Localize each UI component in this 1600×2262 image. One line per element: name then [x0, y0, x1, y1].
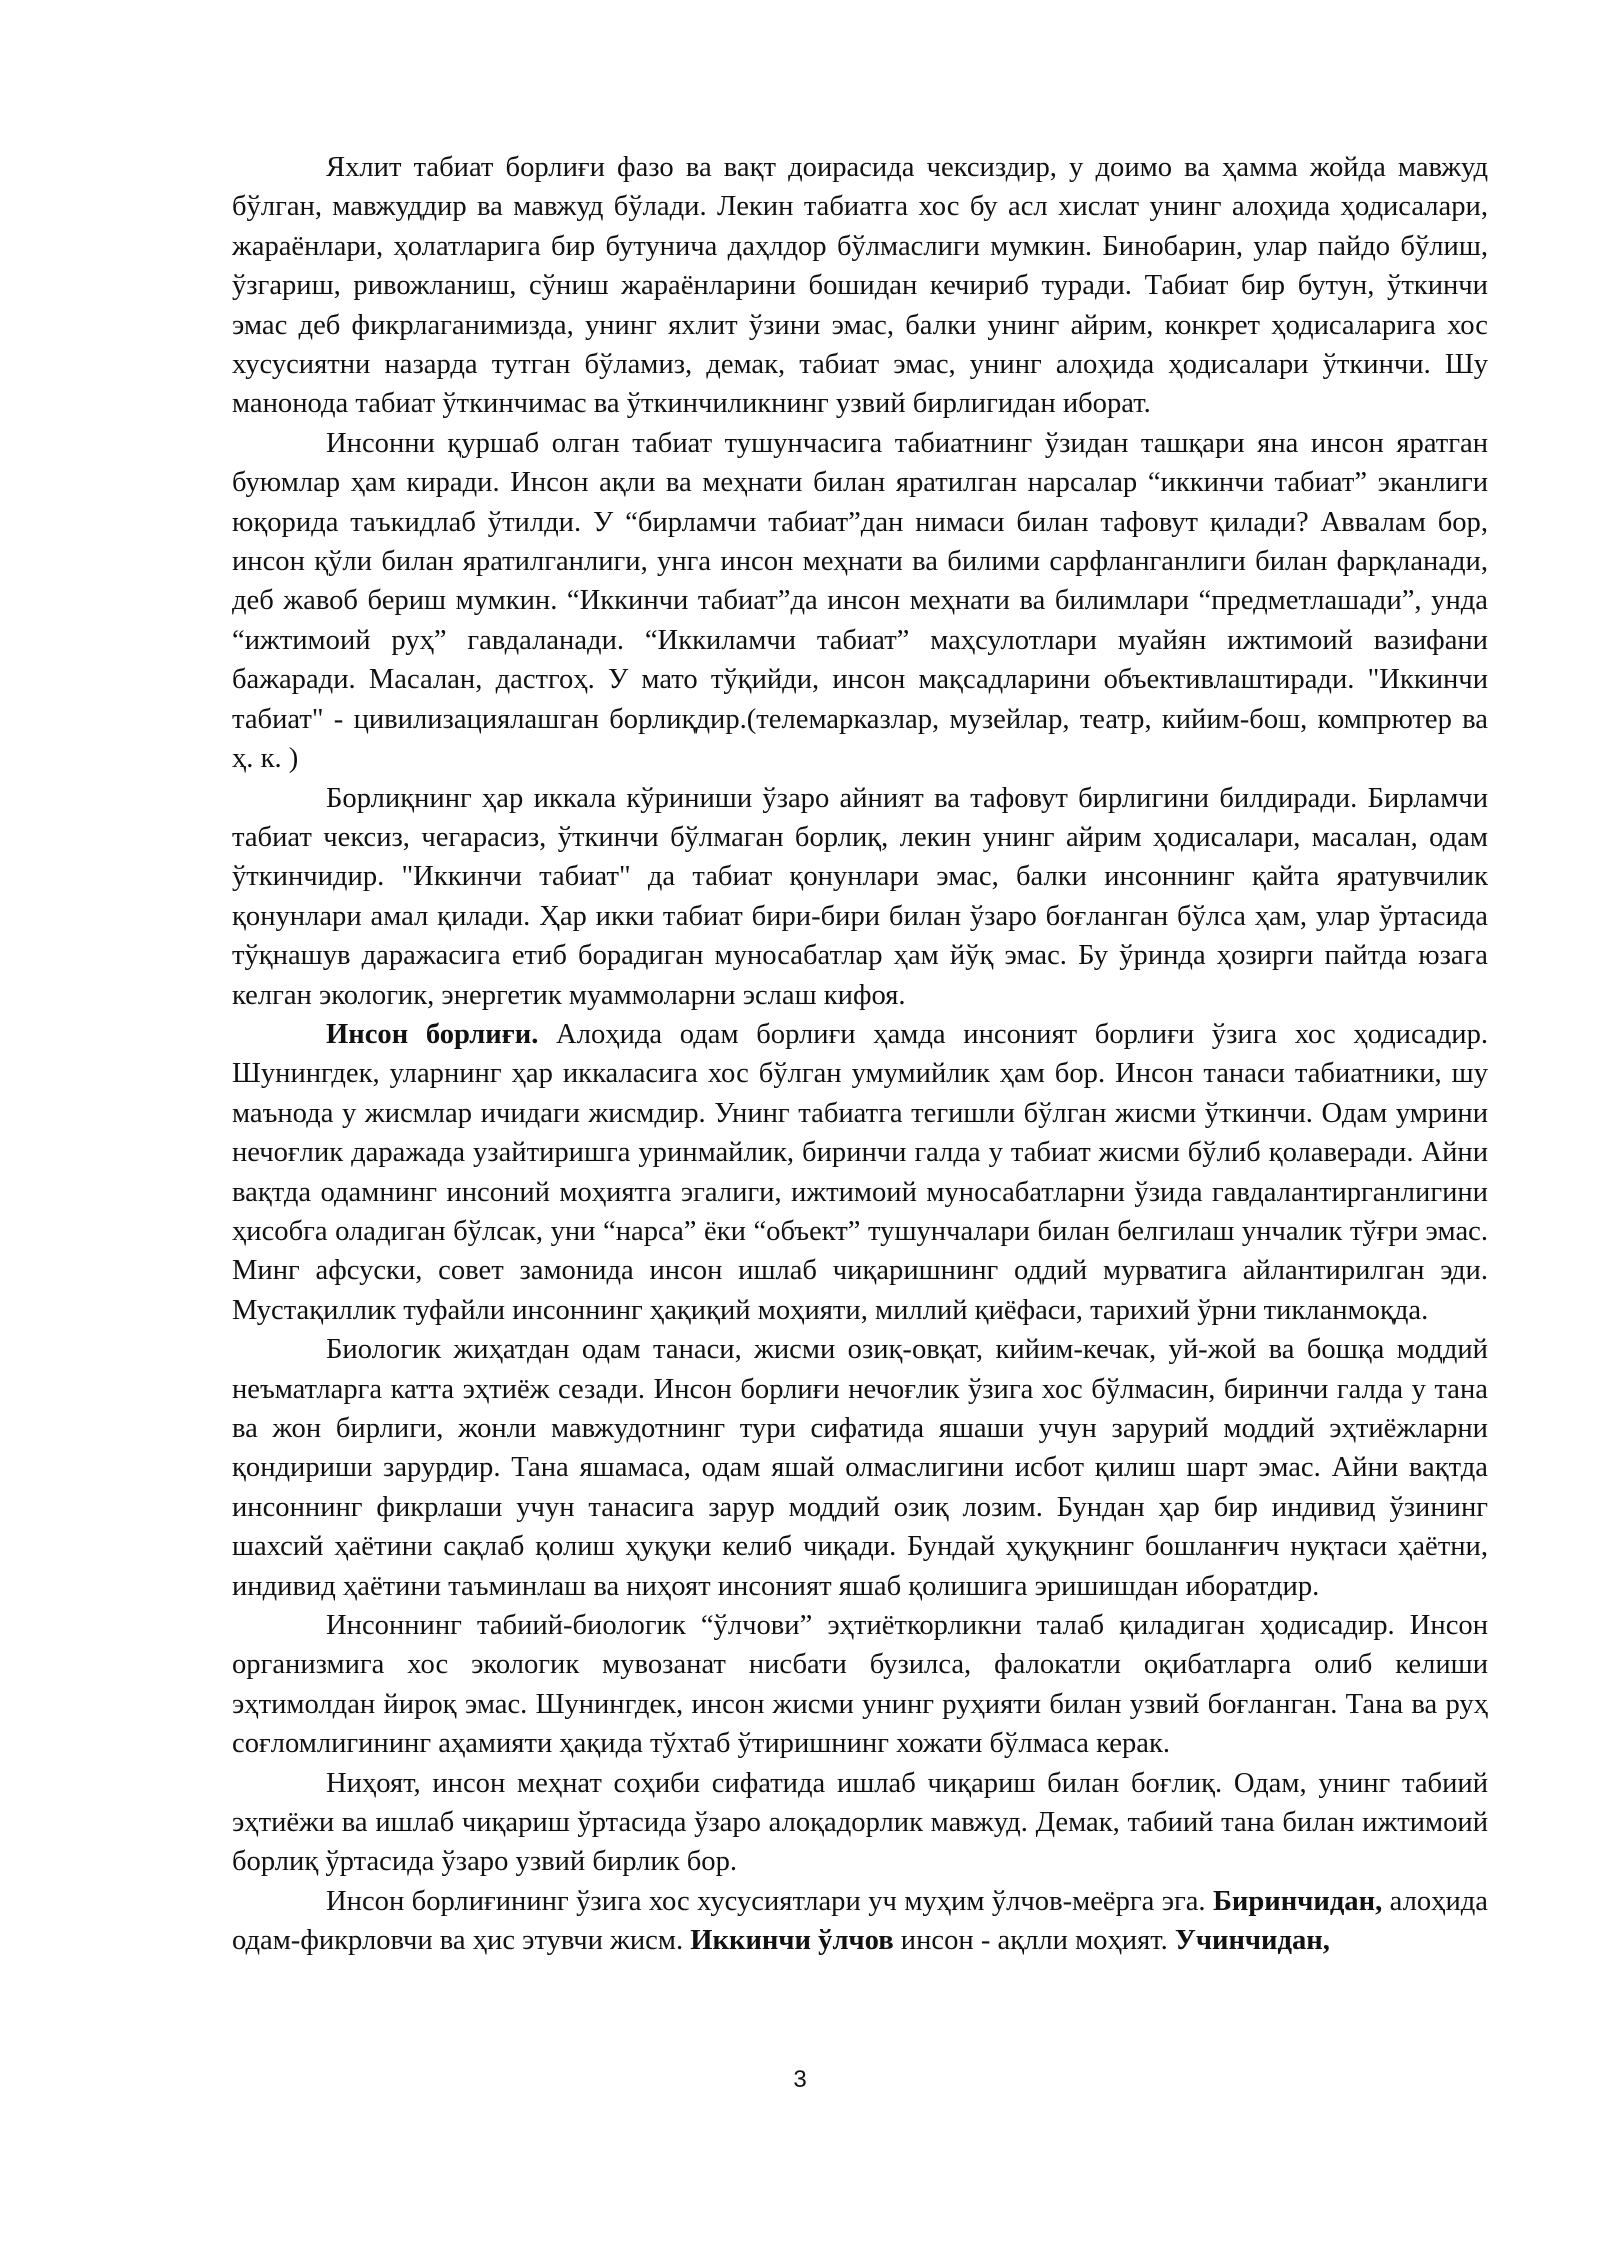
paragraph-text: Яхлит табиат борлиғи фазо ва вақт доирасида чексиздир, у доимо ва ҳамма жойда мавжуд бўлган, мавжуддир ва мавжуд бўлади. Лекин табиатга хос бу асл хислат унинг алоҳида ҳодисалари, жараёнлари, ҳолатларига бир бутунича даҳлдор бўлмаслиги мумкин. Бинобарин, улар пайдо бўлиш, ўзгариш, ривожланиш, сўниш жараёнларини бошидан кечириб туради. Табиат бир бутун, ўткинчи эмас деб фикрлаганимизда, унинг яхлит ўзини эмас, балки унинг айрим, конкрет ҳодисаларига хос хусусиятни назарда тутган бўламиз, демак, табиат эмас, унинг алоҳида ҳодисалари ўткинчи. Шу манонода табиат ўткинчимас ва ўткинчиликнинг узвий бирлигидан иборат.	[232, 152, 1488, 420]
paragraph-text: Инсоннинг табиий-биологик “ўлчови” эҳтиёткорликни талаб қиладиган ҳодисадир. Инсон организмига хос экологик мувозанат нисбати бузилса, фалокатли оқибатларга олиб келиши эҳтимолдан йироқ эмас. Шунингдек, инсон жисми унинг руҳияти билан узвий боғланган. Тана ва руҳ соғломлигининг аҳамияти ҳақида тўхтаб ўтиришнинг хожати бўлмаса керак.	[232, 1610, 1488, 1760]
paragraph-lead-heading: Инсон борлиғи.	[326, 1018, 539, 1050]
page-number: 3	[793, 2066, 807, 2093]
paragraph-second-nature	[232, 424, 1488, 779]
paragraph-text: Инсонни қуршаб олган табиат тушунчасига табиатнинг ўзидан ташқари яна инсон яратган буюмлар ҳам киради. Инсон ақли ва меҳнати билан яратилган нарсалар “иккинчи табиат” эканлиги юқорида таъкидлаб ўтилди. У “бирламчи табиат”дан нимаси билан тафовут қилади? Аввалам бор, инсон қўли билан яратилганлиги, унга инсон меҳнати ва билими сарфланганлиги билан фарқланади, деб жавоб бериш мумкин. “Иккинчи табиат”да инсон меҳнати ва билимлари “предметлашади”, унда “ижтимоий руҳ” гавдаланади. “Иккиламчи табиат” маҳсулотлари муайян ижтимоий вазифани бажаради. Масалан, дастгоҳ. У мато тўқийди, инсон мақсадларини объективлаштиради. "Иккинчи табиат" - цивилизациялашган борлиқдир.(телемарказлар, музейлар, театр, кийим-бош, компрютер ва ҳ. к. )	[232, 427, 1488, 775]
paragraph-biological-measure	[232, 1606, 1488, 1764]
paragraph-text: Ниҳоят, инсон меҳнат соҳиби сифатида ишлаб чиқариш билан боғлиқ. Одам, унинг табиий эҳтиёжи ва ишлаб чиқариш ўртасида ўзаро алоқадорлик мавжуд. Демак, табиий тана билан ижтимоий борлиқ ўртасида ўзаро узвий бирлик бор.	[232, 1767, 1488, 1878]
paragraph-text: Биологик жиҳатдан одам танаси, жисми озиқ-овқат, кийим-кечак, уй-жой ва бошқа моддий неъматларга катта эҳтиёж сезади. Инсон борлиғи нечоғлик ўзига хос бўлмасин, биринчи галда у тана ва жон бирлиги, жонли мавжудотнинг тури сифатида яшаши учун зарурий моддий эҳтиёжларни қондириши зарурдир. Тана яшамаса, одам яшай олмаслигини исбот қилиш шарт эмас. Айни вақтда инсоннинг фикрлаши учун танасига зарур моддий озиқ лозим. Бундан ҳар бир индивид ўзининг шахсий ҳаётини сақлаб қолиш ҳуқуқи келиб чиқади. Бундай ҳуқуқнинг бошланғич нуқтаси ҳаётни, индивид ҳаётини таъминлаш ва ниҳоят инсоният яшаб қолишига эришишдан иборатдир.	[232, 1334, 1488, 1602]
paragraph-nature-being	[232, 148, 1488, 424]
paragraph-text: Инсон борлиғининг ўзига хос хусусиятлари уч муҳим ўлчов-меёрга эга.	[326, 1885, 1213, 1917]
paragraph-human-being	[232, 1015, 1488, 1330]
paragraph-text: инсон - ақлли моҳият.	[893, 1925, 1175, 1957]
paragraph-text: Борлиқнинг ҳар иккала кўриниши ўзаро айният ва тафовут бирлигини билдиради. Бирламчи табиат чексиз, чегарасиз, ўткинчи бўлмаган борлиқ, лекин унинг айрим ҳодисалари, масалан, одам ўткинчидир. "Иккинчи табиат" да табиат қонунлари эмас, балки инсоннинг қайта яратувчилик қонунлари амал қилади. Ҳар икки табиат бири-бири билан ўзаро боғланган бўлса ҳам, улар ўртасида тўқнашув даражасига етиб борадиган муносабатлар ҳам йўқ эмас. Бу ўринда ҳозирги пайтда юзага келган экологик, энергетик муаммоларни эслаш кифоя.	[232, 782, 1488, 1011]
paragraph-text: Алоҳида одам борлиғи ҳамда инсоният борлиғи ўзига хос ҳодисадир. Шунингдек, уларнинг ҳар иккаласига хос бўлган умумийлик ҳам бор. Инсон танаси табиатники, шу маънода у жисмлар ичидаги жисмдир. Унинг табиатга тегишли бўлган жисми ўткинчи. Одам умрини нечоғлик даражада узайтиришга уринмайлик, биринчи галда у табиат жисми бўлиб қолаверади. Айни вақтда одамнинг инсоний моҳиятга эгалиги, ижтимоий муносабатларни ўзида гавдалантирганлигини ҳисобга оладиган бўлсак, уни “нарса” ёки “объект” тушунчалари билан белгилаш унчалик тўғри эмас. Минг афсуски, совет замонида инсон ишлаб чиқаришнинг оддий мурватига айлантирилган эди. Мустақиллик туфайли инсоннинг ҳақиқий моҳияти, миллий қиёфаси, тарихий ўрни тикланмоқда.	[232, 1018, 1489, 1326]
bold-term-second: Иккинчи ўлчов	[690, 1925, 894, 1957]
document-body	[232, 148, 1488, 1961]
paragraph-being-forms	[232, 779, 1488, 1015]
bold-term-first: Биринчидан,	[1213, 1885, 1383, 1917]
paragraph-text: алоҳида одам-фикрловчи ва ҳис этувчи жисм.	[232, 1885, 1488, 1957]
bold-term-third: Учинчидан,	[1174, 1925, 1330, 1957]
paragraph-labor	[232, 1764, 1488, 1882]
paragraph-biological-needs	[232, 1330, 1488, 1606]
paragraph-three-measures	[232, 1882, 1488, 1961]
